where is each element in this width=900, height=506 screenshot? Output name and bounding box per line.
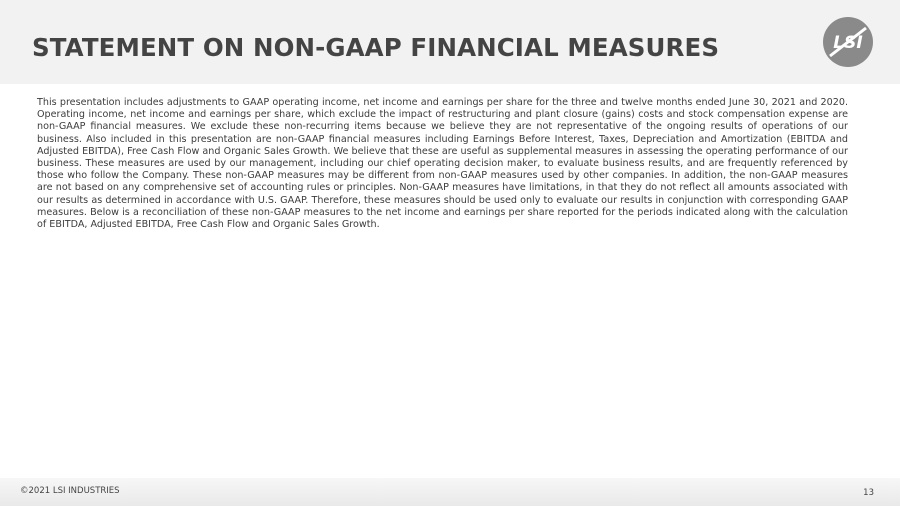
slide-title: STATEMENT ON NON-GAAP FINANCIAL MEASURES <box>32 33 720 62</box>
page-number: 13 <box>863 488 874 498</box>
slide-footer <box>0 478 900 506</box>
logo-text: LSI <box>833 33 863 53</box>
statement-body: This presentation includes adjustments to GAAP operating income, net income and earnings per share for the three and twelve months ended June 30, 2021 and 2020. Operating income, net income and earnings per share, which exclude the impact of restructuring and plant closure (gains) costs and stock compensation expense are non-GAAP financial measures. We exclude these non-recurring items because we believe they are not representative of the ongoing results of operations of our business. Also included in this presentation are non-GAAP financial measures including Earnings Before Interest, Taxes, Depreciation and Amortization (EBITDA and Adjusted EBITDA), Free Cash Flow and Organic Sales Growth. We believe that these are useful as supplemental measures in assessing the operating performance of our business. These measures are used by our management, including our chief operating decision maker, to evaluate business results, and are frequently referenced by those who follow the Company. These non-GAAP measures may be different from non-GAAP measures used by other companies. In addition, the non-GAAP measures are not based on any comprehensive set of accounting rules or principles. Non-GAAP measures have limitations, in that they do not reflect all amounts associated with our results as determined in accordance with U.S. GAAP. Therefore, these measures should be used only to evaluate our results in conjunction with corresponding GAAP measures. Below is a reconciliation of these non-GAAP measures to the net income and earnings per share reported for the periods indicated along with the calculation of EBITDA, Adjusted EBITDA, Free Cash Flow and Organic Sales Growth. <box>37 97 848 231</box>
lsi-logo-icon <box>822 16 874 68</box>
copyright-text: ©2021 LSI INDUSTRIES <box>20 486 120 496</box>
